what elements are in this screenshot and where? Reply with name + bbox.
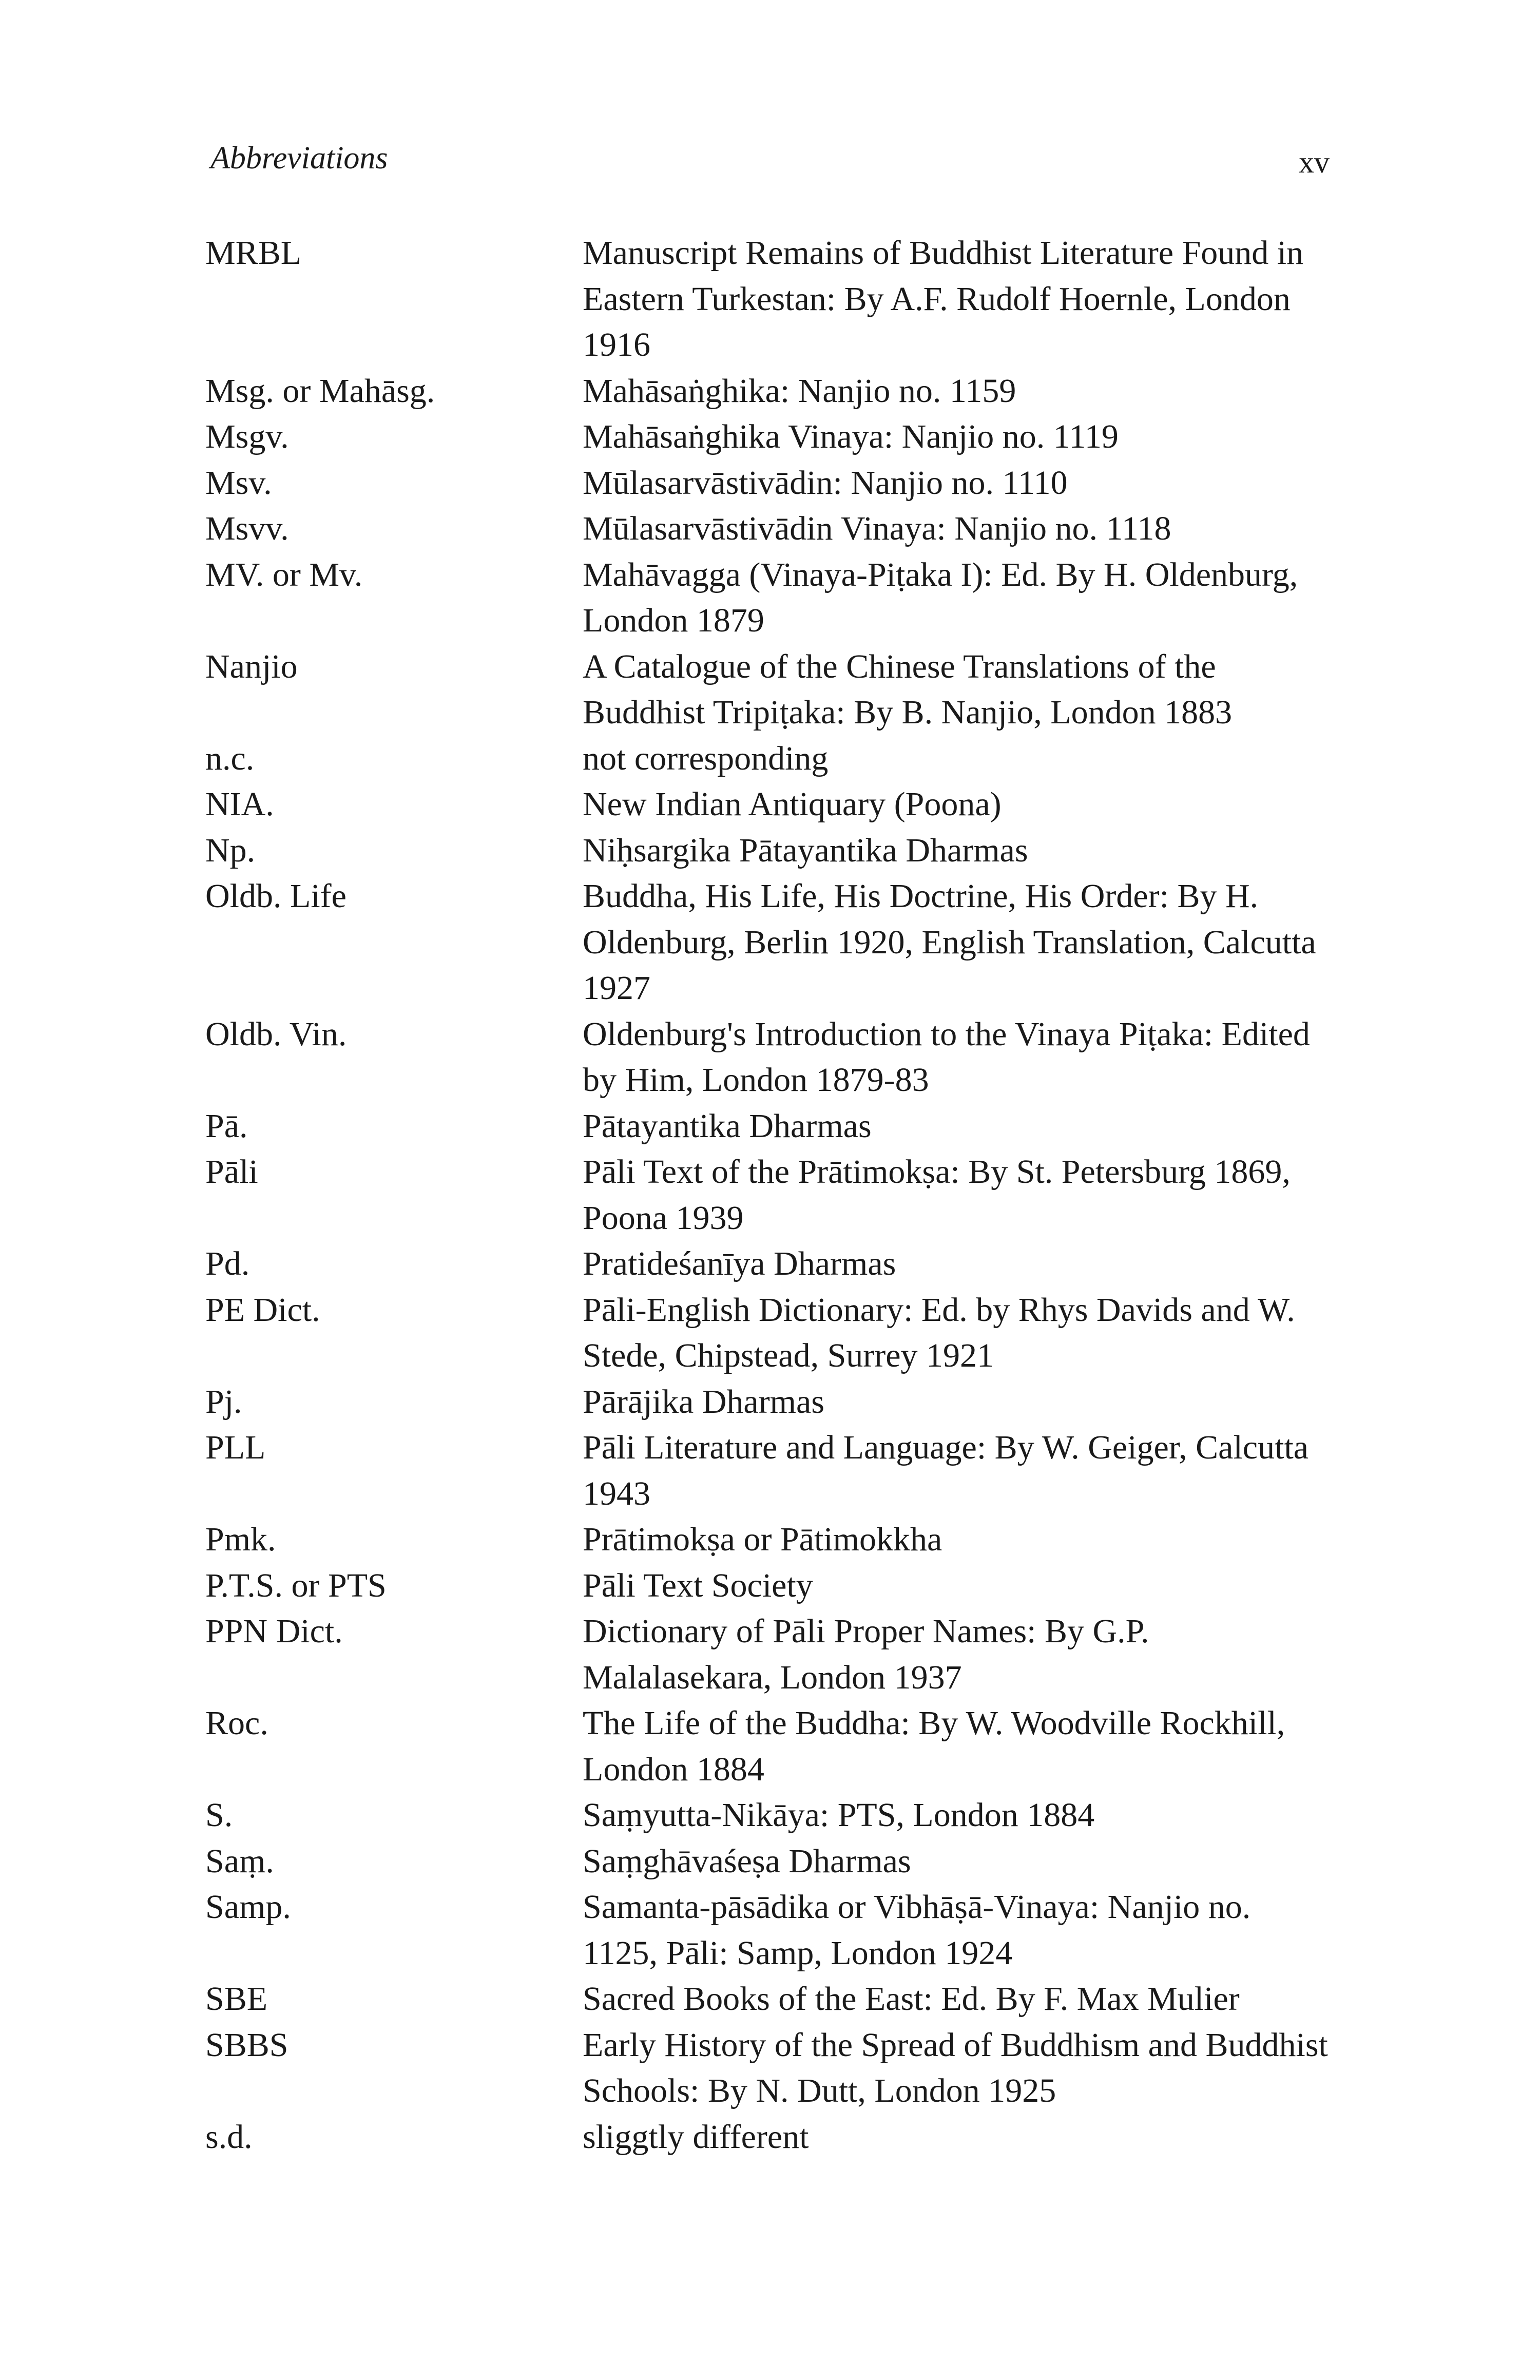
abbreviation-term: SBE [205,1980,268,2018]
abbreviation-definition: Manuscript Remains of Buddhist Literature Found in Eastern Turkestan: By A.F. Rudolf Hoernle, London 1916 [583,234,1304,363]
abbreviation-entry [205,1608,1335,1700]
abbreviation-term: Oldb. Vin. [205,1015,347,1053]
abbreviation-term: Saṃ. [205,1842,274,1880]
abbreviation-entry [205,1563,1335,1609]
abbreviation-entry [205,1838,1335,1885]
abbreviation-definition: Pārājika Dharmas [583,1383,824,1421]
abbreviation-term: Msv. [205,464,272,502]
abbreviation-entry [205,2022,1335,2114]
abbreviation-definition: Mūlasarvāstivādin Vinaya: Nanjio no. 1118 [583,510,1171,547]
abbreviation-term: Msgv. [205,418,289,455]
abbreviation-definition: not corresponding [583,739,829,777]
abbreviation-entry [205,828,1335,874]
abbreviation-definition: Mūlasarvāstivādin: Nanjio no. 1110 [583,464,1068,502]
abbreviation-definition: Oldenburg's Introduction to the Vinaya Piṭaka: Edited by Him, London 1879-83 [583,1015,1310,1099]
abbreviation-term: PLL [205,1429,266,1466]
abbreviation-entry [205,1976,1335,2022]
abbreviation-term: n.c. [205,739,255,777]
page-number: xv [1299,145,1330,179]
abbreviation-entry [205,1425,1335,1517]
abbreviation-term: Pj. [205,1383,242,1421]
abbreviation-term: Pā. [205,1107,248,1145]
abbreviation-definition: sliggtly different [583,2118,809,2156]
abbreviation-entry [205,736,1335,782]
abbreviation-definition: Buddha, His Life, His Doctrine, His Order: By H. Oldenburg, Berlin 1920, English Translation, Calcutta 1927 [583,877,1316,1007]
abbreviation-entry [205,781,1335,828]
abbreviation-term: Pāli [205,1153,258,1191]
abbreviation-entry [205,1700,1335,1792]
abbreviation-term: s.d. [205,2118,253,2156]
abbreviation-entry [205,230,1335,368]
abbreviation-definition: Pāli Text of the Prātimokṣa: By St. Petersburg 1869, Poona 1939 [583,1153,1291,1237]
abbreviation-entry [205,460,1335,506]
abbreviation-term: P.T.S. or PTS [205,1566,387,1604]
abbreviation-entry [205,1517,1335,1563]
abbreviation-entry [205,1103,1335,1149]
abbreviation-term: Pmk. [205,1521,276,1558]
abbreviation-definition: Pratideśanīya Dharmas [583,1245,896,1282]
abbreviation-entry [205,1241,1335,1287]
abbreviation-entry [205,1287,1335,1379]
abbreviation-term: Msvv. [205,510,289,547]
abbreviation-entry [205,414,1335,460]
abbreviation-term: MRBL [205,234,302,272]
abbreviation-definition: Pāli Text Society [583,1566,813,1604]
abbreviation-definition: Sacred Books of the East: Ed. By F. Max Mulier [583,1980,1240,2018]
abbreviation-term: Oldb. Life [205,877,346,915]
running-head: Abbreviations [210,141,388,176]
abbreviation-term: S. [205,1796,233,1834]
abbreviation-entry [205,2114,1335,2160]
abbreviation-definition: Prātimokṣa or Pātimokkha [583,1521,942,1558]
abbreviation-term: PE Dict. [205,1291,320,1329]
abbreviation-definition: The Life of the Buddha: By W. Woodville Rockhill, London 1884 [583,1704,1285,1788]
abbreviation-term: Roc. [205,1704,268,1742]
abbreviation-definition: New Indian Antiquary (Poona) [583,785,1002,823]
abbreviation-definition: Pāli Literature and Language: By W. Geiger, Calcutta 1943 [583,1429,1309,1512]
abbreviation-term: Msg. or Mahāsg. [205,372,435,410]
abbreviation-entry [205,873,1335,1011]
abbreviation-entry [205,1792,1335,1838]
abbreviation-definition: Niḥsargika Pātayantika Dharmas [583,831,1028,869]
abbreviation-entry [205,552,1335,644]
abbreviation-term: PPN Dict. [205,1613,343,1650]
abbreviation-definition: A Catalogue of the Chinese Translations of the Buddhist Tripiṭaka: By B. Nanjio, London 1883 [583,647,1233,731]
abbreviations-list [205,230,1335,2160]
abbreviation-definition: Mahāsaṅghika Vinaya: Nanjio no. 1119 [583,418,1119,455]
abbreviation-entry [205,1379,1335,1425]
abbreviation-entry [205,506,1335,552]
abbreviation-term: Pd. [205,1245,250,1282]
abbreviation-entry [205,1011,1335,1103]
abbreviation-term: Nanjio [205,647,298,685]
abbreviation-definition: Early History of the Spread of Buddhism and Buddhist Schools: By N. Dutt, London 1925 [583,2026,1328,2109]
page-header [210,138,1330,179]
abbreviation-entry [205,1149,1335,1241]
abbreviation-definition: Mahāvagga (Vinaya-Piṭaka I): Ed. By H. Oldenburg, London 1879 [583,555,1298,639]
abbreviation-definition: Pāli-English Dictionary: Ed. by Rhys Davids and W. Stede, Chipstead, Surrey 1921 [583,1291,1295,1374]
abbreviation-definition: Saṃyutta-Nikāya: PTS, London 1884 [583,1796,1095,1834]
abbreviation-entry [205,644,1335,736]
abbreviation-entry [205,1884,1335,1976]
abbreviation-definition: Samanta-pāsādika or Vibhāṣā-Vinaya: Nanjio no. 1125, Pāli: Samp, London 1924 [583,1888,1251,1972]
abbreviation-term: MV. or Mv. [205,555,363,593]
abbreviation-term: NIA. [205,785,274,823]
abbreviation-term: SBBS [205,2026,288,2064]
abbreviation-definition: Saṃghāvaśeṣa Dharmas [583,1842,911,1880]
abbreviation-entry [205,368,1335,414]
abbreviation-definition: Pātayantika Dharmas [583,1107,872,1145]
abbreviation-term: Np. [205,831,256,869]
abbreviation-definition: Mahāsaṅghika: Nanjio no. 1159 [583,372,1016,410]
abbreviation-term: Samp. [205,1888,291,1926]
abbreviation-definition: Dictionary of Pāli Proper Names: By G.P. Malalasekara, London 1937 [583,1613,1149,1696]
